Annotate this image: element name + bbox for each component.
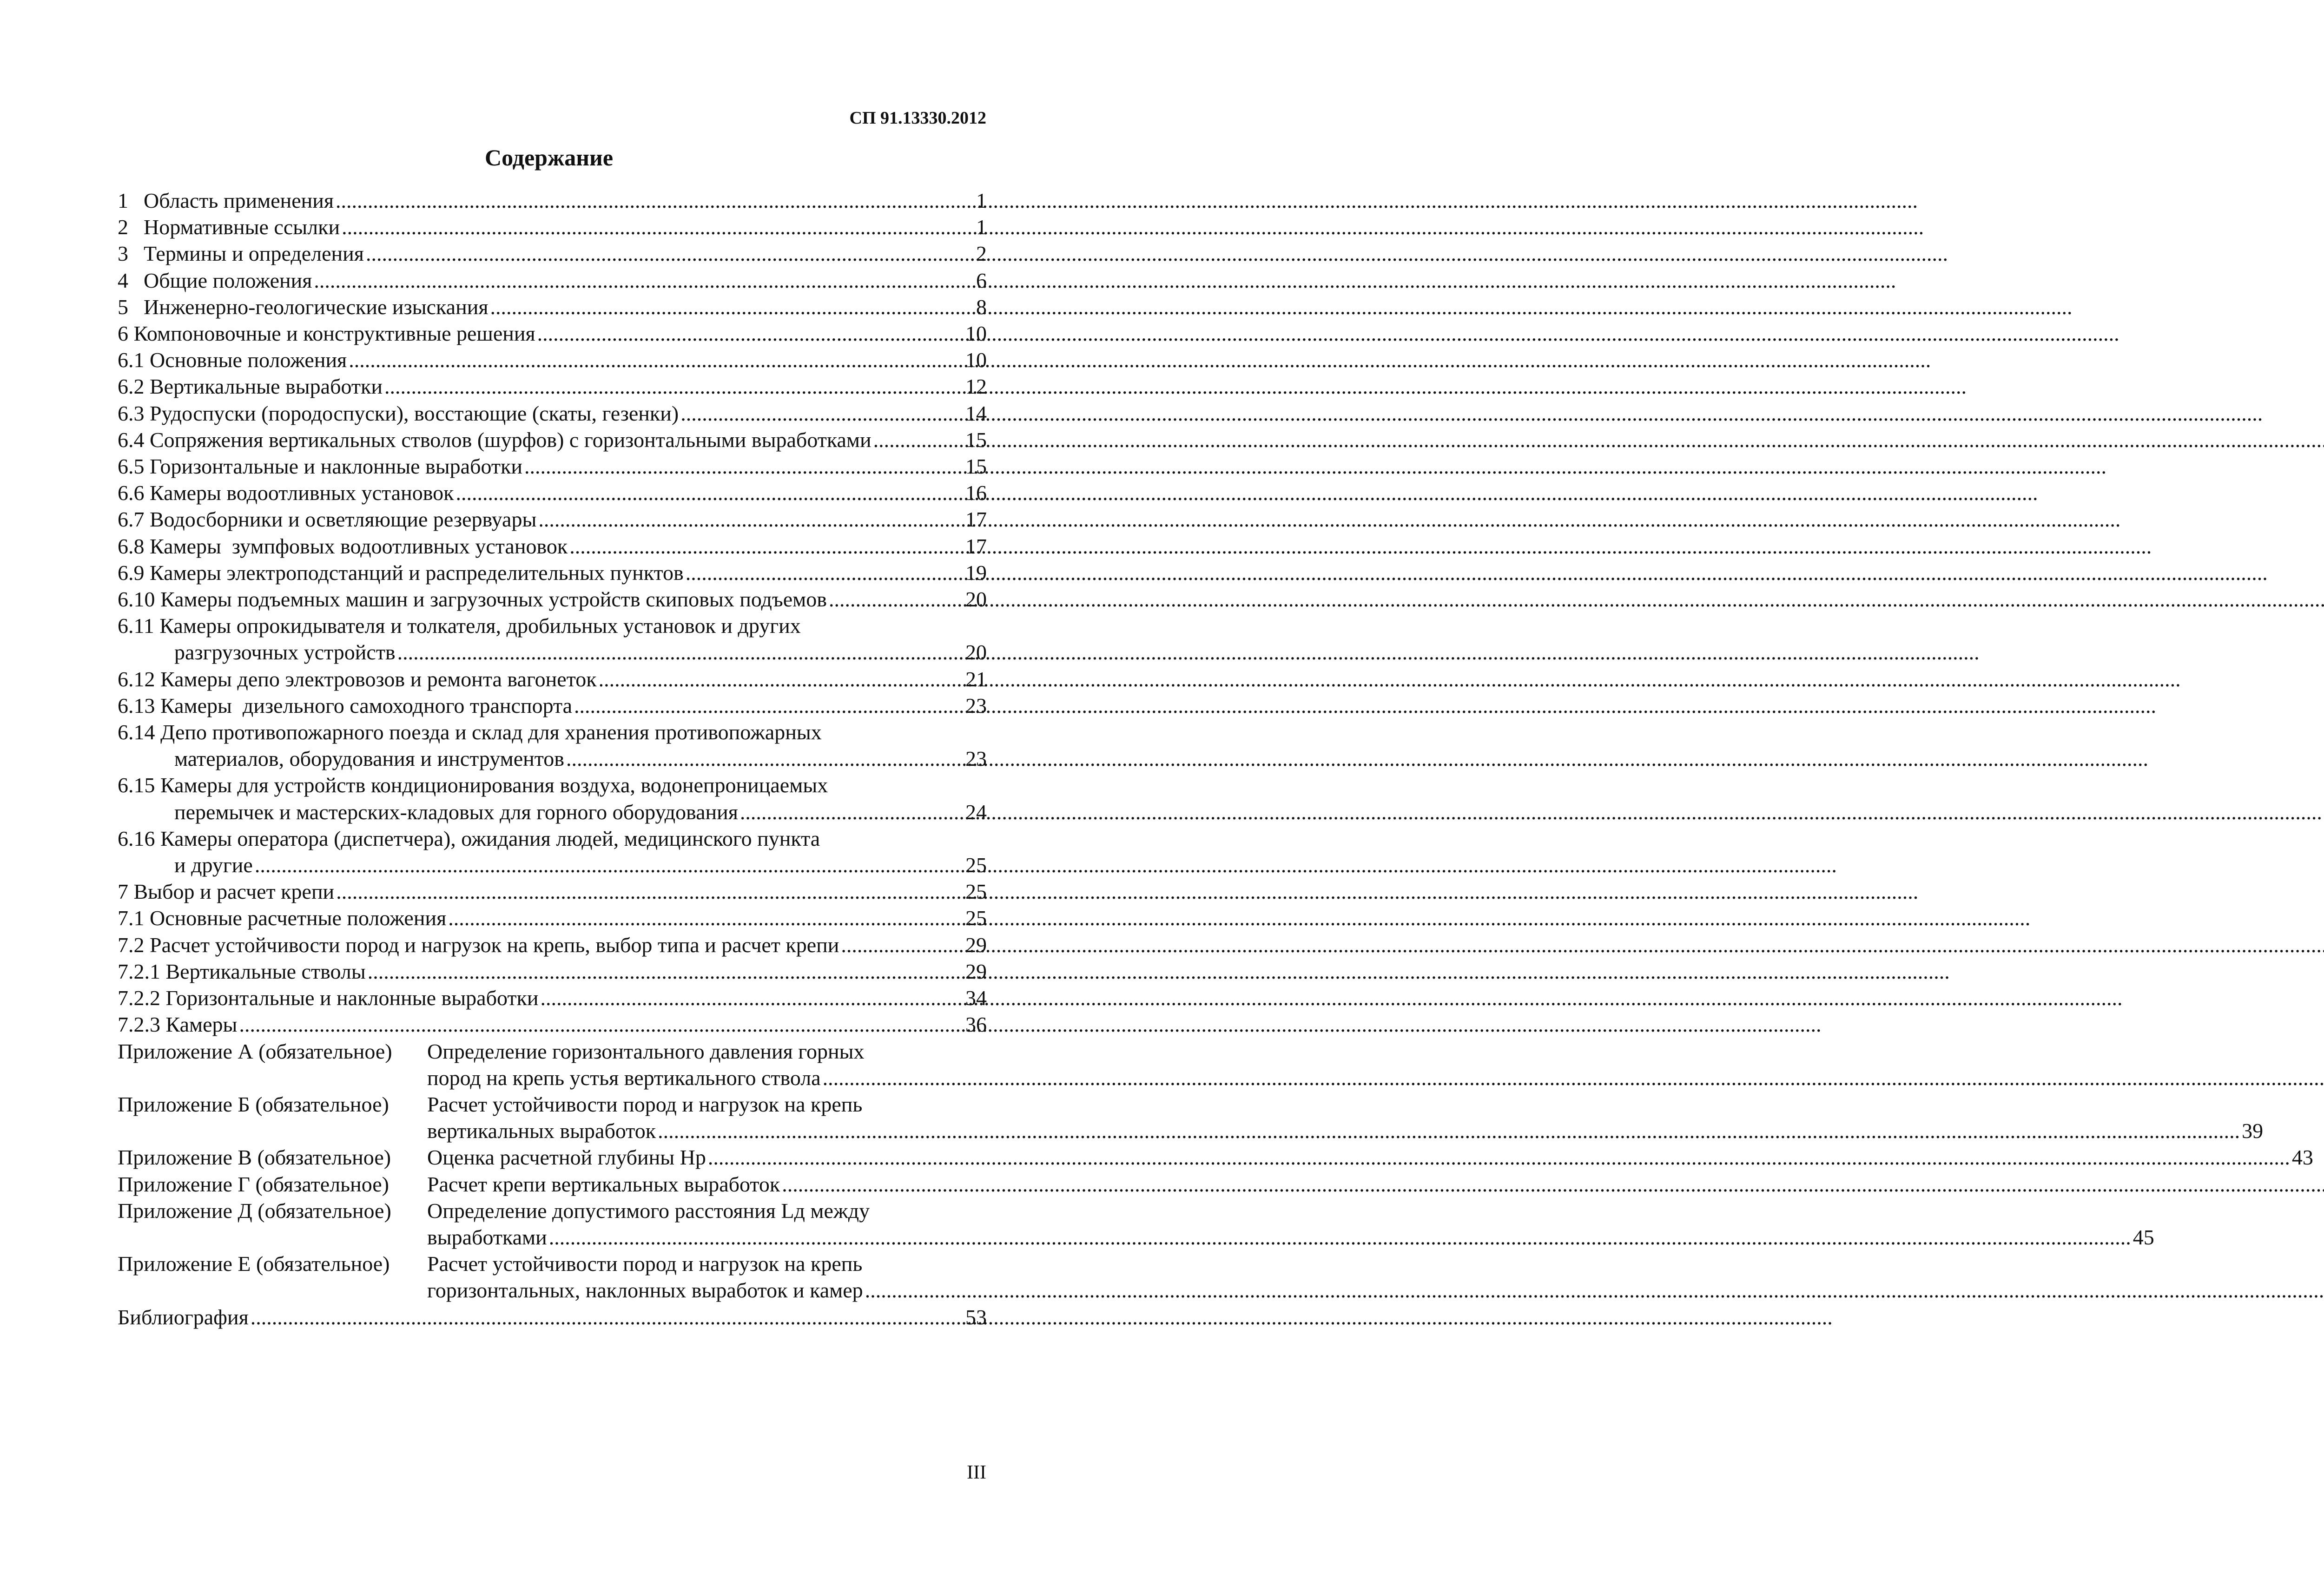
appendix-entry[interactable] <box>118 1171 987 1197</box>
toc-entry-page: 36 <box>965 1013 987 1037</box>
appendix-page: 45 <box>2133 1225 2154 1249</box>
toc-entry-number: 1 <box>118 189 128 212</box>
toc-entry-label: 7.2.1 Вертикальные стволы <box>118 959 366 983</box>
toc-entry-label: 6.4 Сопряжения вертикальных стволов (шурфов) с горизонтальными выработками <box>118 428 872 452</box>
toc-entry-page: 23 <box>965 747 987 771</box>
dot-leader <box>239 1011 964 1038</box>
toc-entry-page: 25 <box>965 880 987 904</box>
toc-entry-label: 6.16 Камеры оператора (диспетчера), ожидания людей, медицинского пункта <box>118 826 820 850</box>
appendix-title-continued: выработками <box>427 1225 547 1249</box>
dot-leader <box>314 267 974 294</box>
toc-entry-page: 17 <box>965 534 987 558</box>
dot-leader <box>368 958 964 985</box>
dot-leader <box>740 799 964 825</box>
appendix-label: Приложение Б (обязательное) <box>118 1092 389 1116</box>
toc-entry-page: 29 <box>965 959 987 983</box>
toc-entry-label: 6.8 Камеры зумпфовых водоотливных установок <box>118 534 568 558</box>
toc-entry-label: Инженерно-геологические изыскания <box>144 295 489 319</box>
appendix-title-continued: вертикальных выработок <box>427 1119 656 1143</box>
toc-entry-label: Общие положения <box>144 268 312 292</box>
dot-leader <box>342 214 974 240</box>
toc-entry[interactable] <box>118 240 987 267</box>
document-code: СП 91.13330.2012 <box>849 108 986 128</box>
toc-entry-number: 3 <box>118 242 128 266</box>
appendix-title-continued: пород на крепь устья вертикального ствола <box>427 1066 821 1090</box>
toc-entry[interactable] <box>118 586 987 612</box>
toc-entry-label: 6.3 Рудоспуски (породоспуски), восстающие (скаты, гезенки) <box>118 401 679 425</box>
table-of-contents <box>118 187 2313 1330</box>
appendix-entry[interactable] <box>118 1144 2313 1171</box>
toc-entry-page: 20 <box>965 640 987 664</box>
toc-entry-label: 6.13 Камеры дизельного самоходного транспорта <box>118 693 573 717</box>
toc-entry-page: 25 <box>965 906 987 930</box>
toc-entry-label: 6.5 Горизонтальные и наклонные выработки <box>118 454 522 479</box>
toc-entry-page: 15 <box>965 454 987 479</box>
dot-leader <box>549 1224 2131 1250</box>
toc-entry-label: 7 Выбор и расчет крепи <box>118 880 335 904</box>
appendix-page: 43 <box>2291 1145 2313 1170</box>
dot-leader <box>336 878 964 905</box>
toc-entry-page: 15 <box>965 428 987 452</box>
toc-entry-number: 5 <box>118 295 128 319</box>
appendix-label: Приложение Г (обязательное) <box>118 1172 389 1196</box>
toc-entry-label: 6.12 Камеры депо электровозов и ремонта вагонеток <box>118 667 597 691</box>
dot-leader <box>524 453 964 480</box>
toc-entry[interactable] <box>118 878 987 905</box>
toc-entry-label: 6.7 Водосборники и осветляющие резервуары <box>118 507 537 532</box>
appendix-entry[interactable] <box>118 1091 2264 1144</box>
appendix-title: Расчет устойчивости пород и нагрузок на крепь <box>427 1092 863 1116</box>
dot-leader <box>566 745 964 772</box>
toc-entry-page: 19 <box>965 560 987 585</box>
toc-entry[interactable] <box>118 214 987 240</box>
appendix-entry[interactable] <box>118 1250 987 1303</box>
toc-entry[interactable] <box>118 985 987 1011</box>
toc-entry-label: 7.1 Основные расчетные положения <box>118 906 447 930</box>
appendix-title: Оценка расчетной глубины Hр <box>427 1145 706 1170</box>
toc-entry-label: 6.2 Вертикальные выработки <box>118 375 383 399</box>
toc-entry-page: 29 <box>965 933 987 957</box>
appendix-title: Расчет крепи вертикальных выработок <box>427 1172 780 1196</box>
toc-entry[interactable] <box>118 772 987 825</box>
toc-entry-page: 10 <box>965 322 987 346</box>
toc-entry-page: 1 <box>976 189 987 212</box>
toc-entry-page: 20 <box>965 587 987 612</box>
page-number: III <box>967 1462 986 1483</box>
toc-entry-label: 7.2.2 Горизонтальные и наклонные выработки <box>118 986 539 1010</box>
toc-entry[interactable] <box>118 905 987 931</box>
toc-entry[interactable] <box>118 825 987 878</box>
dot-leader <box>841 932 964 958</box>
toc-entry-page: 17 <box>965 507 987 532</box>
toc-entry-label: 6.1 Основные положения <box>118 348 347 372</box>
toc-entry-number: 2 <box>118 215 128 239</box>
dot-leader <box>873 427 964 453</box>
toc-entry[interactable] <box>118 373 987 400</box>
appendix-label: Приложение Д (обязательное) <box>118 1198 391 1223</box>
dot-leader <box>349 347 964 373</box>
dot-leader <box>569 533 964 559</box>
toc-entry-label: Область применения <box>144 189 334 212</box>
dot-leader <box>456 480 964 506</box>
dot-leader <box>574 692 964 719</box>
toc-entry-page: 24 <box>965 800 987 824</box>
dot-leader <box>366 240 974 267</box>
toc-entry-page: 10 <box>965 348 987 372</box>
toc-entry[interactable] <box>118 453 987 480</box>
toc-entry-label-continued: перемычек и мастерских-кладовых для горного оборудования <box>174 800 738 824</box>
toc-entry-page: 2 <box>976 242 987 266</box>
dot-leader <box>540 985 964 1011</box>
toc-entry[interactable] <box>118 480 987 506</box>
toc-entry[interactable] <box>118 347 987 373</box>
toc-entry-label: 6.6 Камеры водоотливных установок <box>118 481 454 505</box>
toc-entry-page: 12 <box>965 375 987 399</box>
toc-entry-page: 25 <box>965 853 987 877</box>
dot-leader <box>829 586 964 612</box>
appendix-entry[interactable] <box>118 1038 987 1091</box>
toc-entry[interactable] <box>118 692 987 719</box>
toc-entry[interactable] <box>118 400 987 427</box>
dot-leader <box>823 1065 2324 1091</box>
toc-entry-page: 16 <box>965 481 987 505</box>
toc-entry[interactable] <box>118 932 987 958</box>
toc-entry-number: 4 <box>118 268 128 292</box>
bibliography-label: Библиография <box>118 1305 249 1329</box>
toc-entry-page: 23 <box>965 693 987 717</box>
dot-leader <box>397 639 964 665</box>
dot-leader <box>599 666 964 692</box>
appendix-label: Приложение Е (обязательное) <box>118 1252 390 1276</box>
bibliography-entry[interactable] <box>118 1304 987 1330</box>
dot-leader <box>782 1171 2324 1197</box>
toc-entry-label-continued: и другие <box>174 853 253 877</box>
toc-entry-label: Нормативные ссылки <box>144 215 340 239</box>
dot-leader <box>537 320 964 347</box>
toc-entry-page: 34 <box>965 986 987 1010</box>
toc-entry[interactable] <box>118 1011 987 1038</box>
dot-leader <box>448 905 964 931</box>
toc-entry-label-continued: разгрузочных устройств <box>174 640 396 664</box>
toc-entry[interactable] <box>118 294 987 320</box>
toc-entry[interactable] <box>118 719 987 772</box>
toc-entry[interactable] <box>118 506 987 533</box>
appendix-page: 39 <box>2242 1119 2264 1143</box>
toc-entry-label: 7.2.3 Камеры <box>118 1013 238 1037</box>
toc-entry[interactable] <box>118 267 987 294</box>
dot-leader <box>686 559 964 586</box>
toc-entry[interactable] <box>118 958 987 985</box>
dot-leader <box>708 1144 2290 1171</box>
appendix-title: Определение допустимого расстояния Lд между <box>427 1198 870 1223</box>
appendix-entry[interactable] <box>118 1197 2154 1250</box>
toc-entry[interactable] <box>118 559 987 586</box>
dot-leader <box>255 852 964 878</box>
toc-entry-label: 6.15 Камеры для устройств кондиционирования воздуха, водонепроницаемых <box>118 773 828 797</box>
bibliography-page: 53 <box>965 1305 987 1329</box>
appendix-label: Приложение В (обязательное) <box>118 1145 391 1170</box>
toc-entry[interactable] <box>118 666 987 692</box>
toc-entry-label: 6.14 Депо противопожарного поезда и склад для хранения противопожарных <box>118 720 822 744</box>
appendix-title: Определение горизонтального давления горных <box>427 1039 865 1063</box>
toc-entry-label: 6 Компоновочные и конструктивные решения <box>118 322 535 346</box>
toc-entry-page: 14 <box>965 401 987 425</box>
toc-entry-label-continued: материалов, оборудования и инструментов <box>174 747 564 771</box>
dot-leader <box>251 1304 964 1330</box>
dot-leader <box>680 400 964 427</box>
toc-entry-label: Термины и определения <box>144 242 364 266</box>
dot-leader <box>490 294 974 320</box>
dot-leader <box>658 1118 2240 1144</box>
dot-leader <box>384 373 964 400</box>
toc-entry-page: 6 <box>976 268 987 292</box>
appendix-title: Расчет устойчивости пород и нагрузок на крепь <box>427 1252 863 1276</box>
toc-entry-page: 8 <box>976 295 987 319</box>
toc-entry-page: 21 <box>965 667 987 691</box>
dot-leader <box>865 1277 2324 1303</box>
dot-leader <box>336 187 974 214</box>
toc-entry[interactable] <box>118 612 987 665</box>
toc-entry-label: 6.9 Камеры электроподстанций и распределительных пунктов <box>118 560 684 585</box>
toc-entry[interactable] <box>118 320 987 347</box>
page-title: Содержание <box>484 145 614 171</box>
toc-entry[interactable] <box>118 533 987 559</box>
toc-entry-label: 6.11 Камеры опрокидывателя и толкателя, дробильных установок и других <box>118 614 801 638</box>
dot-leader <box>538 506 964 533</box>
toc-entry[interactable] <box>118 187 987 214</box>
toc-entry[interactable] <box>118 427 987 453</box>
toc-entry-label: 6.10 Камеры подъемных машин и загрузочных устройств скиповых подъемов <box>118 587 827 612</box>
toc-entry-page: 1 <box>976 215 987 239</box>
appendix-title-continued: горизонтальных, наклонных выработок и камер <box>427 1278 863 1303</box>
appendix-label: Приложение А (обязательное) <box>118 1039 392 1063</box>
toc-entry-label: 7.2 Расчет устойчивости пород и нагрузок на крепь, выбор типа и расчет крепи <box>118 933 839 957</box>
